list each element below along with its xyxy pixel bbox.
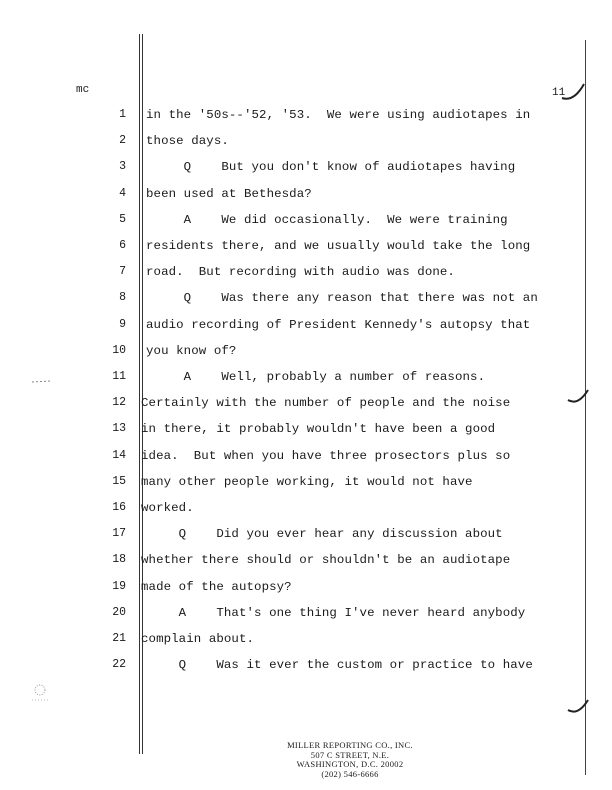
line-text: Q Was it ever the custom or practice to have [141,658,533,673]
line-number: 14 [112,448,126,462]
line-text: whether there should or shouldn't be an audiotape [141,553,511,568]
line-text: idea. But when you have three prosectors plus so [141,448,511,463]
line-text: Q Did you ever hear any discussion about [141,527,503,542]
line-text: complain about. [141,632,255,646]
transcript-line [0,527,612,547]
transcript-line [0,580,612,600]
page-number: 11 [552,87,566,99]
reporter-footer [270,741,430,779]
line-text: Q Was there any reason that there was not an [146,291,538,306]
line-text: Q But you don't know of audiotapes having [146,160,516,175]
transcript-line [0,501,612,521]
transcript-line [0,606,612,626]
line-number: 16 [112,501,126,514]
line-number: 4 [119,186,126,200]
line-number: 7 [119,265,126,279]
line-text: worked. [141,501,194,515]
line-text: in the '50s--'52, '53. We were using audiotapes in [146,108,531,122]
line-text: you know of? [146,343,237,358]
transcript-line [0,475,612,495]
line-text: Certainly with the number of people and the noise [141,396,511,411]
line-number: 20 [112,605,126,619]
footer-city: WASHINGTON, D.C. 20002 [296,759,404,770]
transcript-line [0,265,612,285]
transcript-line [0,239,612,259]
footer-company: MILLER REPORTING CO., INC. [287,740,413,750]
transcript-line [0,187,612,207]
line-text: audio recording of President Kennedy's autopsy that [146,317,531,332]
binding-mark-icon [560,80,590,104]
line-number: 18 [112,553,126,567]
line-text: road. But recording with audio was done. [146,265,455,280]
scan-speck-icon [28,684,54,706]
transcript-line [0,134,612,154]
footer-street: 507 C STREET, N.E. [310,749,390,760]
line-text: made of the autopsy? [141,579,292,594]
line-number: 9 [119,317,126,331]
line-number: 8 [119,291,126,305]
line-text: those days. [146,134,229,149]
line-text: residents there, and we usually would take the long [146,239,531,253]
line-text: A We did occasionally. We were training [146,212,508,227]
transcript-line [0,370,612,390]
transcript-line [0,318,612,338]
line-number: 3 [119,160,126,174]
transcript-line [0,213,612,233]
line-number: 12 [112,396,126,410]
line-number: 19 [112,579,126,593]
line-number: 5 [119,212,126,226]
reporter-initials: mc [76,84,90,96]
line-number: 1 [119,108,126,121]
line-number: 21 [112,632,126,645]
line-number: 15 [112,474,126,488]
transcript-line [0,160,612,180]
line-text: A Well, probably a number of reasons. [146,370,486,384]
transcript-line [0,632,612,652]
transcript-line [0,396,612,416]
line-number: 2 [119,134,126,148]
line-text: many other people working, it would not have [141,474,473,489]
transcript-line [0,449,612,469]
transcript-line [0,553,612,573]
line-number: 6 [119,239,126,252]
transcript-line [0,108,612,128]
line-number: 13 [112,422,126,436]
line-text: A That's one thing I've never heard anybody [141,605,526,620]
line-number: 11 [112,370,126,383]
line-text: been used at Bethesda? [146,186,312,201]
line-number: 17 [112,527,126,541]
transcript-line [0,344,612,364]
line-text: in there, it probably wouldn't have been a good [141,422,496,437]
binding-mark-icon [566,698,590,718]
transcript-line [0,291,612,311]
footer-phone: (202) 546-6666 [321,768,379,779]
transcript-line [0,658,612,678]
line-number: 10 [112,343,126,357]
line-number: 22 [112,658,126,672]
transcript-line [0,422,612,442]
